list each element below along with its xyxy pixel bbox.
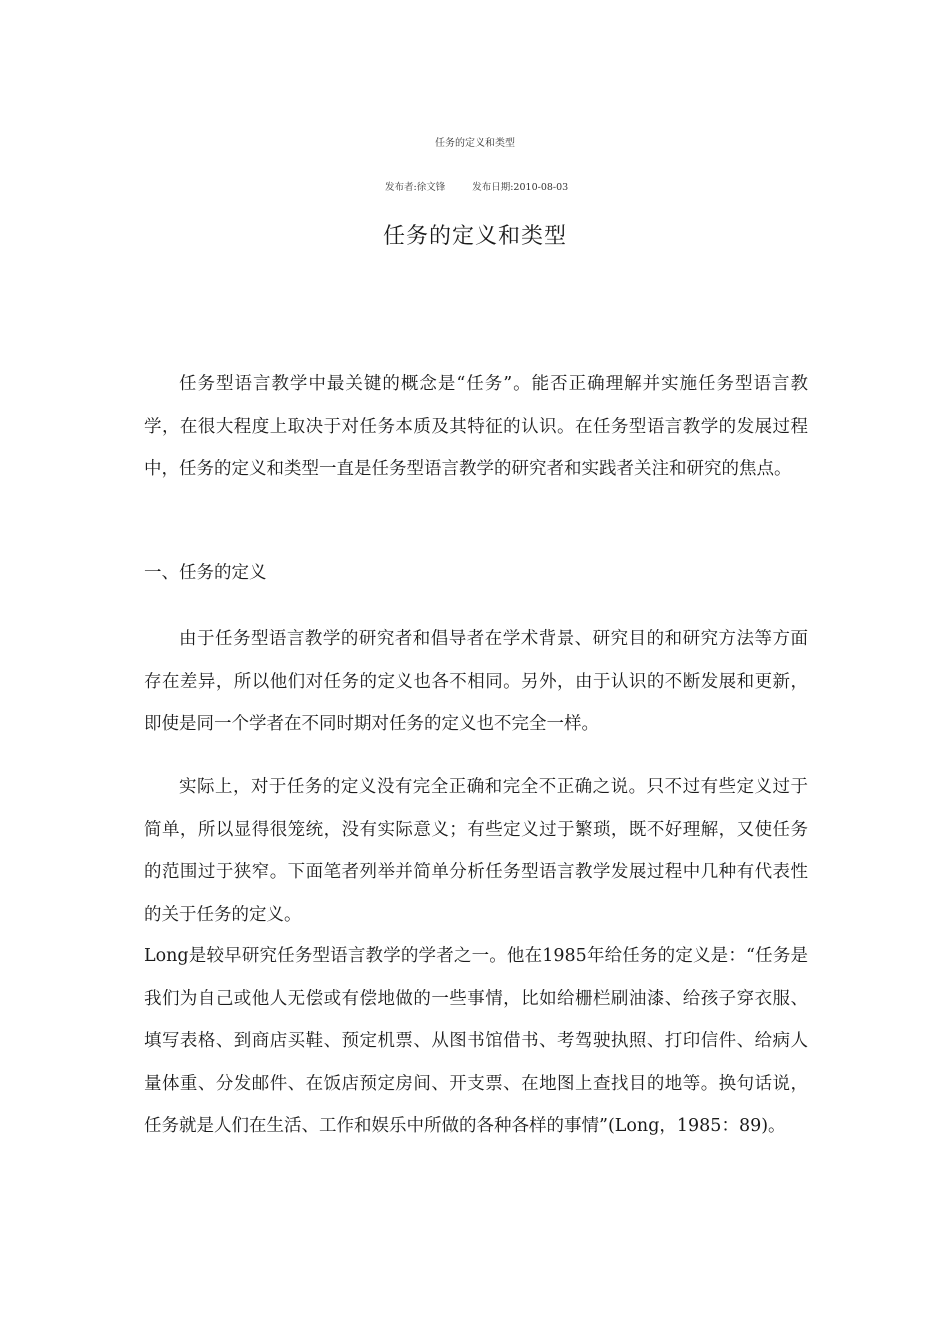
article-title: 任务的定义和类型 — [382, 224, 567, 249]
body-paragraph: 实际上，对于任务的定义没有完全正确和完全不正确之说。只不过有些定义过于简单，所以显得很笼统，没有实际意义；有些定义过于繁琐，既不好理解，又使任务的范围过于狭窄。下面笔者列举并简单分析任务型语言教学发展过程中几种有代表性的关于任务的定义。 — [144, 777, 808, 925]
publish-meta — [385, 181, 568, 195]
body-paragraph: 由于任务型语言教学的研究者和倡导者在学术背景、研究目的和研究方法等方面存在差异，所以他们对任务的定义也各不相同。另外，由于认识的不断发展和更新，即使是同一个学者在不同时期对任务的定义也不完全一样。 — [144, 629, 808, 734]
section-heading: 一、任务的定义 — [144, 563, 267, 583]
intro-paragraph: 任务型语言教学中最关键的概念是“任务”。能否正确理解并实施任务型语言教学，在很大程度上取决于对任务本质及其特征的认识。在任务型语言教学的发展过程中，任务的定义和类型一直是任务型语言教学的研究者和实践者关注和研究的焦点。 — [144, 374, 808, 479]
body-paragraph-long-definition: Long是较早研究任务型语言教学的学者之一。他在1985年给任务的定义是：“任务是我们为自己或他人无偿或有偿地做的一些事情，比如给栅栏刷油漆、给孩子穿衣服、填写表格、到商店买鞋、预定机票、从图书馆借书、考驾驶执照、打印信件、给病人量体重、分发邮件、在饭店预定房间、开支票、在地图上查找目的地等。换句话说，任务就是人们在生活、工作和娱乐中所做的各种各样的事情”(Long，1985：89)。 — [144, 946, 808, 1136]
document-header-title: 任务的定义和类型 — [435, 138, 515, 149]
publisher-label: 发布者:徐文锋 — [385, 182, 446, 193]
publish-date: 发布日期:2010-08-03 — [472, 182, 569, 193]
